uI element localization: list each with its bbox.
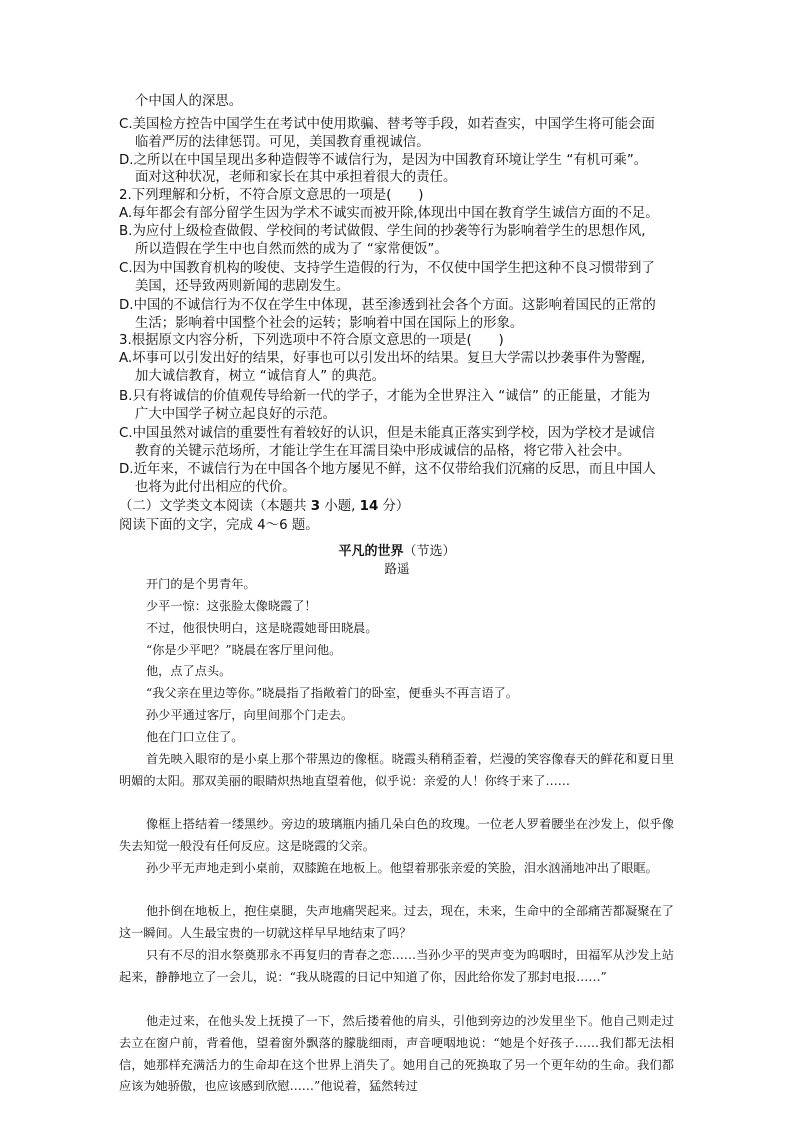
q1-option-d-line2: 面对这种状况，老师和家长在其中承担着很大的责任。 (135, 170, 457, 185)
section2-heading-post: 分） (378, 499, 410, 514)
passage-paragraph-13: 只有不尽的泪水祭奠那永不再复归的青春之恋……当孙少平的哭声变为呜咽时，田福军从沙发上站起来，静静地立了一会儿，说：“我从晓霞的日记中知道了你，因此给你发了那封电报……” (119, 948, 674, 984)
section2-heading-mid: 小题, (320, 499, 360, 514)
passage-paragraph-11: 孙少平无声地走到小桌前，双膝跪在地板上。他望着那张亲爱的笑脸，泪水汹涌地冲出了眼眶。 (146, 861, 658, 875)
section2-score: 14 (359, 499, 379, 514)
q2-option-d-line1: D.中国的不诚信行为不仅在学生中体现，甚至渗透到社会各个方面。这影响着国民的正常的 (119, 298, 656, 313)
passage-paragraph-2: 少平一惊：这张脸太像晓霞了！ (146, 599, 317, 613)
q2-option-b-line2: 所以造假在学生中也自然而然的成为了 “家常便饭”。 (135, 242, 448, 257)
q3-option-d-line1: D.近年来，不诚信行为在中国各个地方屡见不鲜，这不仅带给我们沉痛的反思，而且中国人 (119, 462, 656, 477)
section2-heading-pre: （二）文学类文本阅读（本题共 (119, 499, 311, 514)
passage-paragraph-5: 他，点了点头。 (146, 664, 232, 678)
q3-option-b-line1: B.只有将诚信的价值观传导给新一代的学子，才能为全世界注入 “诚信” 的正能量，才能为 (119, 389, 651, 404)
q3-option-d-line2: 也将为此付出相应的代价。 (135, 480, 296, 495)
passage-title (0, 540, 794, 559)
q3-option-a-line2: 加大诚信教育，树立 “诚信育人” 的典范。 (135, 369, 386, 384)
q3-stem: 3.根据原文内容分析，下列选项中不符合原文意思的一项是( ) (119, 333, 504, 348)
q3-option-c-line1: C.中国虽然对诚信的重要性有着较好的认识，但是未能真正落实到学校，因为学校才是诚信 (119, 426, 655, 441)
passage-paragraph-14: 他走过来，在他头发上抚摸了一下，然后搂着他的肩头，引他到旁边的沙发里坐下。他自己则走过去立在窗户前，背着他，望着窗外飘落的朦胧细雨，声音哽咽地说：“她是个好孩子……我们都无法相信，她那样充满活力的生命却在这个世界上消失了。她用自己的死换取了另一个更年幼的生命。我们都应该为她骄傲，也应该感到欣慰……”他说着，猛然转过 (119, 1014, 674, 1094)
q1-option-b-tail: 个中国人的深思。 (135, 94, 243, 109)
passage-title-main: 平凡的世界 (338, 544, 404, 559)
q3-option-b-line2: 广大中国学子树立起良好的示范。 (135, 407, 336, 422)
q1-option-c-line2: 临着严厉的法律惩罚。可见，美国教育重视诚信。 (135, 135, 430, 150)
q3-option-a-line1: A.坏事可以引发出好的结果，好事也可以引发出坏的结果。复旦大学需以抄袭事件为警醒, (119, 351, 646, 366)
passage-paragraph-3: 不过，他很快明白，这是晓霞她哥田晓晨。 (146, 621, 378, 635)
q1-option-c-line1: C.美国检方控告中国学生在考试中使用欺骗、替考等手段，如若查实，中国学生将可能会面 (119, 117, 655, 132)
section2-question-count: 3 (310, 499, 321, 514)
q2-option-d-line2: 生活；影响着中国整个社会的运转；影响着中国在国际上的形象。 (135, 316, 524, 331)
section2-heading (119, 498, 409, 516)
passage-paragraph-4: “你是少平吧？”晓晨在客厅里问他。 (146, 643, 342, 657)
passage-paragraph-12: 他扑倒在地板上，抱住桌腿，失声地痛哭起来。过去，现在，未来，生命中的全部痛苦都凝聚在了这一瞬间。人生最宝贵的一切就这样早早地结束了吗？ (119, 904, 674, 940)
section2-instruction: 阅读下面的文字，完成 4～6 题。 (119, 518, 319, 533)
passage-paragraph-10: 像框上搭结着一缕黑纱。旁边的玻璃瓶内插几朵白色的玫瑰。一位老人罗着腰坐在沙发上，似乎像失去知觉一般没有任何反应。这是晓霞的父亲。 (119, 817, 674, 853)
passage-author: 路遥 (384, 561, 410, 576)
q2-option-b-line1: B.为应付上级检查做假、学校间的考试做假、学生间的抄袭等行为影响着学生的思想作风, (119, 224, 646, 239)
q2-option-a: A.每年都会有部分留学生因为学术不诚实而被开除,体现出中国在教育学生诚信方面的不足。 (119, 206, 659, 221)
q1-option-d-line1: D.之所以在中国呈现出多种造假等不诚信行为，是因为中国教育环境让学生 “有机可乘”。 (119, 153, 648, 168)
q3-option-c-line2: 教育的关键示范场所，才能让学生在耳濡目染中形成诚信的品格，将它带入社会中。 (135, 444, 631, 459)
passage-paragraph-9: 首先映入眼帘的是小桌上那个带黑边的像框。晓霞头稍稍歪着，烂漫的笑容像春天的鲜花和夏日里明媚的太阳。那双美丽的眼睛炽热地直望着他，似乎说：亲爱的人！你终于来了…… (119, 752, 674, 788)
passage-paragraph-8: 他在门口立住了。 (146, 730, 244, 744)
passage-title-sub: （节选） (403, 544, 456, 559)
passage-paragraph-7: 孙少平通过客厅，向里间那个门走去。 (146, 708, 354, 722)
passage-paragraph-1: 开门的是个男青年。 (146, 577, 256, 591)
q2-stem: 2.下列理解和分析，不符合原文意思的一项是( ) (119, 188, 424, 203)
q2-option-c-line2: 美国，还导致两则新闻的悲剧发生。 (135, 279, 350, 294)
passage-paragraph-6: “我父亲在里边等你。”晓晨指了指敞着门的卧室，便垂头不再言语了。 (146, 686, 518, 700)
q2-option-c-line1: C.因为中国教育机构的唆使、支持学生造假的行为，不仅使中国学生把这种不良习惯带到了 (119, 261, 655, 276)
